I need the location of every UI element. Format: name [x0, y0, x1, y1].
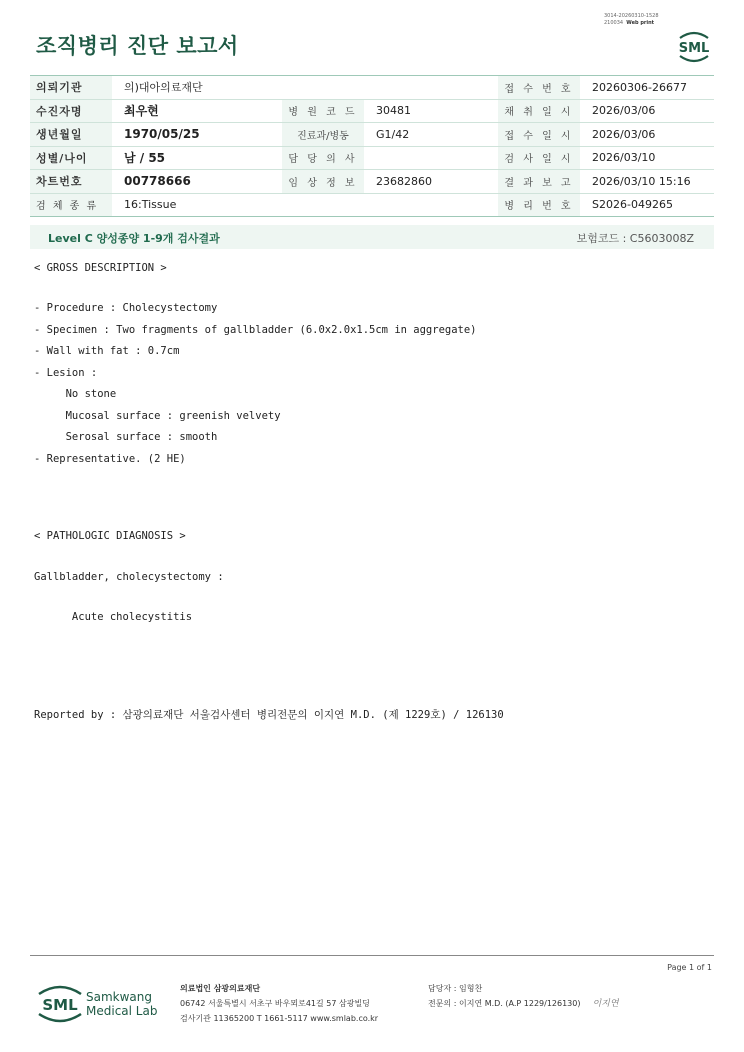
table-row: [30, 76, 714, 100]
logo-line1: Samkwang: [86, 990, 152, 1004]
gross-line: Mucosal surface : greenish velvety: [34, 409, 281, 422]
staff-label: 담당자 :: [428, 984, 457, 993]
org-name: 의료법인 삼광의료재단: [180, 984, 261, 993]
table-row: [30, 99, 714, 123]
footer-staff: [428, 981, 619, 1012]
info-value: 1970/05/25: [112, 123, 282, 147]
page-number: Page 1 of 1: [667, 963, 712, 972]
org-contact: 검사기관 11365200 T 1661-5117 www.smlab.co.kr: [180, 1014, 379, 1023]
info-label: 접 수 번 호: [498, 76, 580, 100]
patient-info-table: [30, 75, 714, 217]
info-label: 성별/나이: [30, 146, 112, 170]
info-label: 진료과/병동: [282, 123, 364, 147]
gross-line: - Specimen : Two fragments of gallbladder (6.0x2.0x1.5cm in aggregate): [34, 323, 477, 336]
table-row: [30, 123, 714, 147]
test-level-label: Level C 양성종양 1-9개 검사결과: [48, 232, 220, 245]
web-print-label: Web print: [626, 20, 655, 26]
info-value: 2026/03/06: [580, 123, 714, 147]
info-value: 최우현: [112, 99, 282, 123]
org-address: 06742 서울특별시 서초구 바우뫼로41길 57 삼광빌딩: [180, 999, 370, 1008]
info-value: 2026/03/10 15:16: [580, 170, 714, 194]
info-label: 검 체 종 류: [30, 193, 112, 217]
info-value: [364, 146, 498, 170]
info-label: 생년월일: [30, 123, 112, 147]
info-label: 접 수 일 시: [498, 123, 580, 147]
info-value: 30481: [364, 99, 498, 123]
print-meta: [604, 13, 659, 27]
info-value: 00778666: [112, 170, 282, 194]
diagnosis-result: Acute cholecystitis: [34, 611, 193, 623]
info-value: 23682860: [364, 170, 498, 194]
test-result-bar: [30, 225, 714, 249]
info-label: 병 원 코 드: [282, 99, 364, 123]
diagnosis-header: < PATHOLOGIC DIAGNOSIS >: [34, 530, 186, 542]
gross-header: < GROSS DESCRIPTION >: [34, 262, 167, 274]
info-label: 채 취 일 시: [498, 99, 580, 123]
sml-logo-text: SML: [678, 41, 710, 56]
info-label: 임 상 정 보: [282, 170, 364, 194]
reported-by: Reported by : 삼광의료재단 서울검사센터 병리전문의 이지연 M.D. (제 1229호) / 126130: [34, 709, 504, 721]
staff-name: 임형찬: [458, 984, 483, 993]
table-row: [30, 170, 714, 194]
sml-logo-text: SML: [42, 996, 78, 1014]
insurance-code: 보험코드 : C5603008Z: [576, 232, 694, 245]
footer-divider: [30, 955, 714, 956]
info-value: G1/42: [364, 123, 498, 147]
specialist-name: 이지연 M.D. (A.P 1229/126130): [458, 999, 581, 1008]
info-value: 남 / 55: [112, 146, 282, 170]
info-label: 의뢰기관: [30, 76, 112, 100]
info-label: 수진자명: [30, 99, 112, 123]
samkwang-logo-icon: [36, 980, 166, 1026]
info-label: 담 당 의 사: [282, 146, 364, 170]
report-title: 조직병리 진단 보고서: [36, 34, 239, 58]
info-label: 차트번호: [30, 170, 112, 194]
gross-line: - Representative. (2 HE): [34, 452, 186, 465]
specialist-label: 전문의 :: [428, 999, 457, 1008]
gross-line: - Procedure : Cholecystectomy: [34, 302, 218, 314]
table-row: [30, 146, 714, 170]
sml-logo-icon: [674, 26, 714, 64]
gross-line: No stone: [34, 388, 117, 400]
info-value: 의)대아의료재단: [112, 76, 498, 100]
info-value: 2026/03/10: [580, 146, 714, 170]
gross-line: - Lesion :: [34, 366, 98, 379]
table-row: [30, 193, 714, 217]
print-meta-line1: 3014-20260310-1528: [604, 13, 659, 19]
footer-organization: [180, 981, 378, 1026]
info-label: 검 사 일 시: [498, 146, 580, 170]
signature: 이지연: [592, 999, 619, 1009]
info-value: 16:Tissue: [112, 193, 498, 217]
logo-line2: Medical Lab: [86, 1004, 158, 1018]
info-value: 20260306-26677: [580, 76, 714, 100]
gross-line: - Wall with fat : 0.7cm: [34, 345, 180, 357]
info-label: 결 과 보 고: [498, 170, 580, 194]
print-meta-code: 210034: [604, 20, 624, 26]
info-value: S2026-049265: [580, 193, 714, 217]
gross-line: Serosal surface : smooth: [34, 431, 218, 443]
diagnosis-site: Gallbladder, cholecystectomy :: [34, 571, 224, 583]
info-value: 2026/03/06: [580, 99, 714, 123]
info-label: 병 리 번 호: [498, 193, 580, 217]
